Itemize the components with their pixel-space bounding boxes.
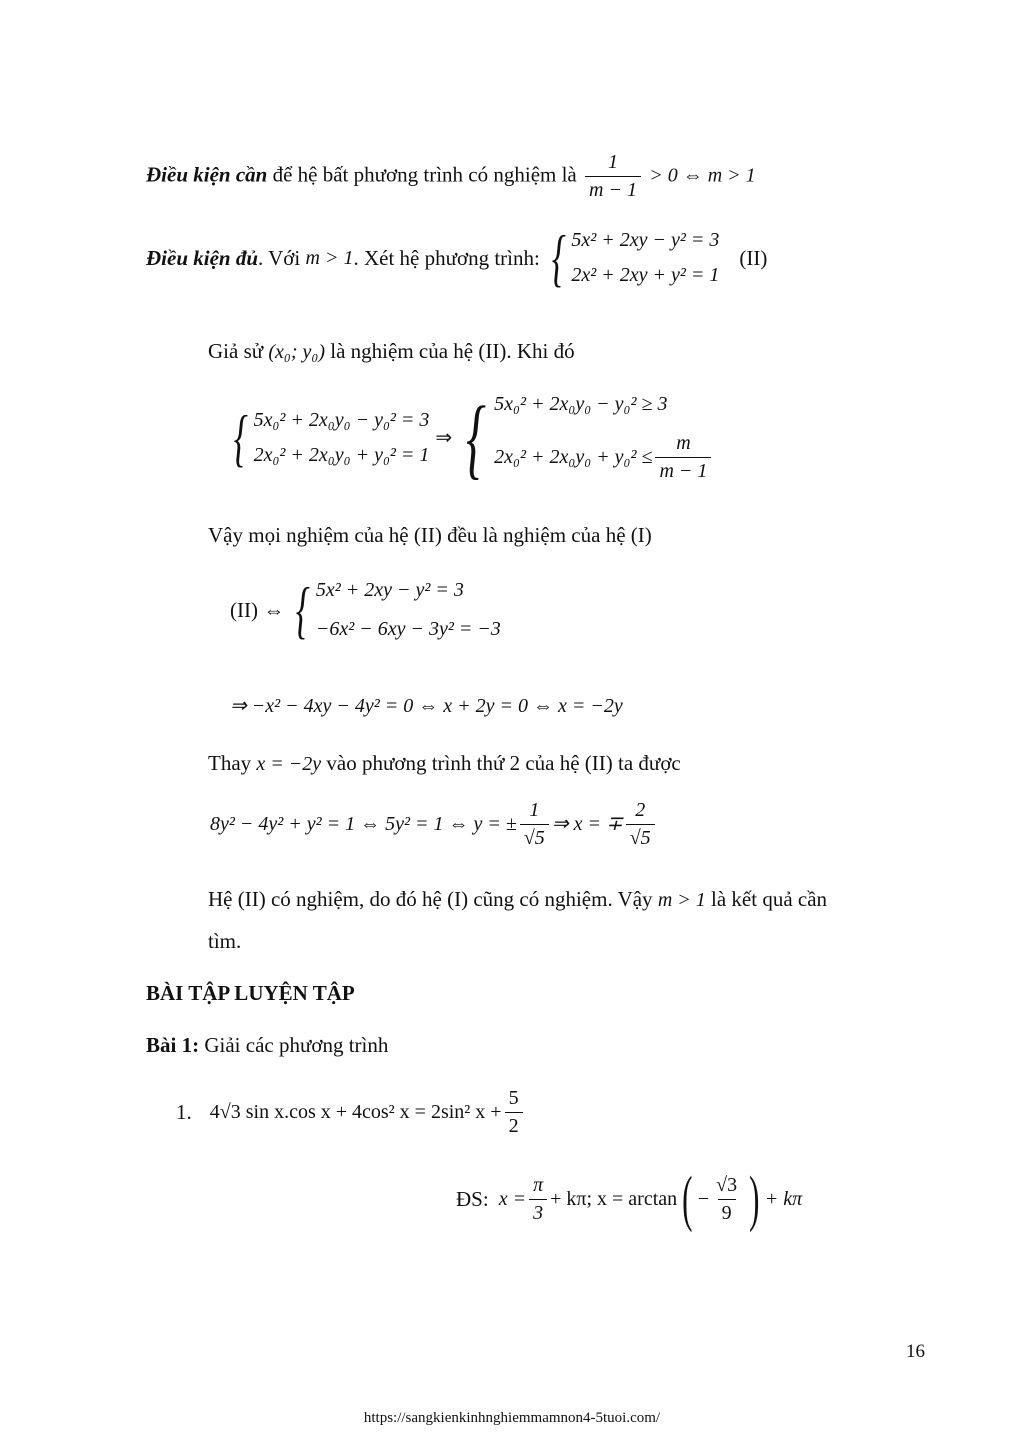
fraction-denominator: √5 [626,824,655,851]
sufficient-condition-line [146,222,768,294]
inner-fraction [712,1173,741,1226]
fraction-denominator: 3 [529,1199,547,1226]
system-left [228,402,430,474]
system-II-row-2: 2x² + 2xy + y² = 1 [571,264,720,286]
exercise-text: Giải các phương trình [204,1033,389,1057]
inner-minus: − [697,1187,710,1210]
exercise-label: Bài 1: [146,1033,200,1057]
sufficient-condition-label: Điều kiện đủ [146,245,259,270]
left-brace: { [551,222,566,294]
problem-1 [176,1086,526,1139]
fraction-numerator: m [676,432,691,454]
right-fraction [655,431,711,484]
problem-fraction [505,1086,523,1139]
system-implication [228,388,714,488]
solve-fraction-2 [626,798,655,851]
answer-1 [456,1165,803,1233]
left-brace: { [295,574,311,646]
equivalent-row-1: 5x² + 2xy − y² = 3 [315,579,464,601]
fraction-numerator: 1 [607,151,618,173]
section-title: BÀI TẬP LUYỆN TẬP [146,981,355,1005]
conclusion-2-line-1 [208,886,827,913]
fraction-denominator: m − 1 [585,176,641,203]
answer-label: ĐS: [456,1186,489,1211]
solution-pair: (x₀; y₀) [268,341,326,363]
equivalent-system-body [290,574,501,646]
right-row-2: 2x₀² + 2x₀y₀ + y₀² ≤ [494,446,653,468]
equivalent-lead: (II) ⇔ [230,597,285,622]
page-number: 16 [906,1341,925,1362]
answer-tail: + kπ [764,1187,803,1210]
system-II [546,222,720,294]
fraction-denominator: 2 [505,1112,523,1139]
equivalent-row-2: −6x² − 6xy − 3y² = −3 [315,618,501,640]
left-row-1: 5x₀² + 2x₀y₀ − y₀² = 3 [253,409,430,431]
necessary-condition-line [146,150,756,203]
necessary-condition-text: để hệ bất phương trình có nghiệm là [272,162,577,187]
fraction-denominator: √5 [520,824,549,851]
m-condition: m > 1 [657,889,706,911]
answer-fraction [529,1173,547,1226]
problem-expression: 4√3 sin x.cos x + 4cos² x = 2sin² x + [209,1101,502,1123]
sufficient-text-2: . Xét hệ phương trình: [353,245,540,270]
substitute-text-1: Thay [208,751,252,775]
suppose-text-1: Giả sử [208,339,264,363]
substitute-line [208,750,681,777]
equivalent-system [230,574,501,646]
fraction-numerator: 1 [529,799,540,821]
fraction-numerator: 2 [635,799,646,821]
substitute-text-2: vào phương trình thứ 2 của hệ (II) ta được [326,751,681,775]
fraction-numerator: √3 [716,1173,738,1196]
system-right [458,388,714,488]
answer-middle: + kπ; x = arctan [550,1187,678,1210]
system-tag: (II) [739,245,768,270]
necessary-condition-label: Điều kiện cần [146,162,268,187]
footer-url[interactable]: https://sangkienkinhnghiemmamnon4-5tuoi.com/ [363,1410,661,1426]
left-row-2: 2x₀² + 2x₀y₀ + y₀² = 1 [253,444,430,466]
necessary-condition-result: > 0 ⇔ m > 1 [649,164,756,187]
solve-middle: ⇒ x = ∓ [551,813,623,835]
solve-lhs: 8y² − 4y² + y² = 1 ⇔ 5y² = 1 ⇔ y = ± [210,813,517,835]
answer-x: x = [498,1187,527,1210]
left-paren: ( [682,1165,693,1233]
solve-fraction-1 [520,798,549,851]
left-brace: { [233,402,248,474]
right-paren: ) [749,1165,760,1233]
implication-line: ⇒ −x² − 4xy − 4y² = 0 ⇔ x + 2y = 0 ⇔ x = −2y [230,695,623,717]
fraction-denominator: m − 1 [655,457,711,484]
left-brace: { [466,388,487,488]
solve-line [210,798,658,851]
right-row-1: 5x₀² + 2x₀y₀ − y₀² ≥ 3 [494,393,668,415]
conclusion-2-line-2: tìm. [208,929,242,953]
suppose-text-2: là nghiệm của hệ (II). Khi đó [330,339,575,363]
suppose-line [208,338,575,365]
conclusion-2-text-2: là kết quả cần [711,887,828,911]
exercise-heading [146,1032,388,1058]
conclusion-1: Vậy mọi nghiệm của hệ (II) đều là nghiệm của hệ (I) [208,523,652,547]
implication-arrow: ⇒ [435,426,453,449]
fraction-denominator: 9 [718,1199,736,1226]
system-II-row-1: 5x² + 2xy − y² = 3 [571,229,720,251]
problem-index: 1. [176,1100,192,1125]
fraction-numerator: 5 [508,1087,519,1109]
necessary-fraction [585,150,641,203]
conclusion-2-text-1: Hệ (II) có nghiệm, do đó hệ (I) cũng có nghiệm. Vậy [208,887,653,911]
substitute-expression: x = −2y [256,753,322,775]
fraction-numerator: π [533,1173,544,1196]
sufficient-text-1: . Với [258,245,301,270]
m-condition: m > 1 [305,246,354,269]
